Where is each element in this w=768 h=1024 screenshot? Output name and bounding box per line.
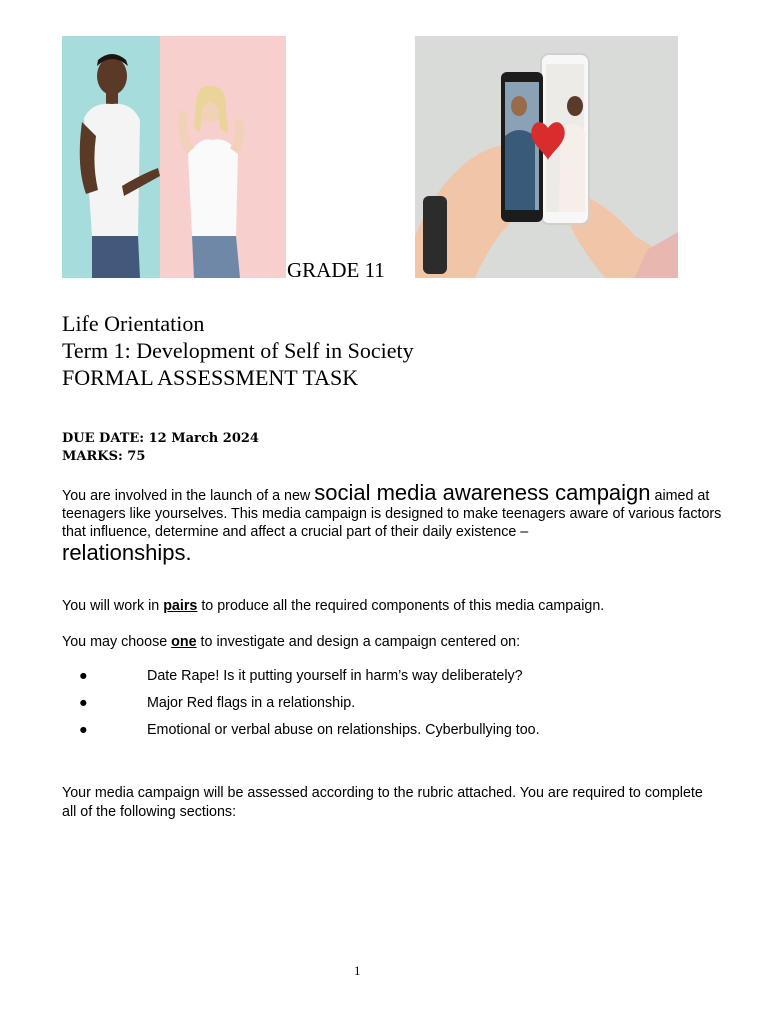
choose-paragraph [62, 633, 520, 651]
bullet-icon: ● [79, 668, 88, 684]
term-title: Term 1: Development of Self in Society [62, 338, 414, 363]
choose-after: to investigate and design a campaign centered on: [196, 634, 521, 650]
pairs-before: You will work in [62, 598, 164, 614]
assessment-paragraph: Your media campaign will be assessed according to the rubric attached. You are required to complete all of the following sections: [62, 785, 703, 820]
subject-title: Life Orientation [62, 311, 205, 336]
page-number: 1 [354, 963, 361, 978]
choose-strong: one [171, 634, 197, 650]
pairs-after: to produce all the required components of this media campaign. [197, 598, 605, 614]
bullet-icon: ● [79, 695, 88, 711]
bullet-icon: ● [79, 722, 88, 738]
couple-photo [62, 36, 286, 278]
due-date: DUE DATE: 12 March 2024 [62, 431, 259, 446]
intro-part1: You are involved in the launch of a new [62, 488, 315, 504]
task-title: FORMAL ASSESSMENT TASK [62, 365, 359, 390]
grade-label: GRADE 11 [287, 258, 385, 282]
intro-paragraph [62, 480, 732, 565]
title-block [62, 310, 414, 391]
marks-total: MARKS: 75 [62, 449, 146, 464]
topic-item: Emotional or verbal abuse on relationships. Cyberbullying too. [147, 722, 540, 738]
pairs-paragraph [62, 597, 604, 615]
intro-highlight: social media awareness campaign [314, 480, 651, 505]
topic-item: Major Red flags in a relationship. [147, 695, 356, 711]
intro-part2: aimed at teenagers like yourselves. This media campaign is designed to make teenagers aware of various factors that influence, determine and affect a crucial part of their daily existence – [62, 488, 722, 540]
intro-emphasis: relationships. [62, 540, 192, 565]
pairs-strong: pairs [163, 598, 198, 614]
phones-heart-photo [415, 36, 678, 278]
topic-item: Date Rape! Is it putting yourself in harm’s way deliberately? [147, 668, 523, 684]
choose-before: You may choose [62, 634, 172, 650]
